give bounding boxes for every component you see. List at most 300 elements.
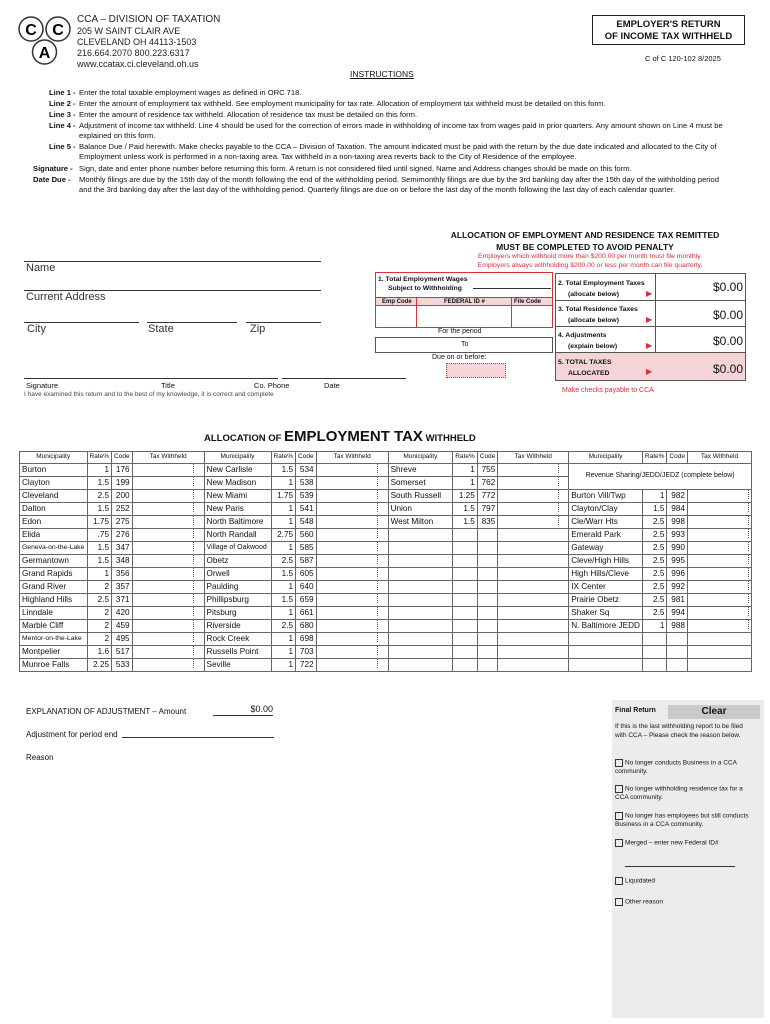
decimal-separator: [748, 516, 749, 525]
state-input[interactable]: [147, 308, 237, 322]
municipality-row: [20, 632, 752, 645]
municipality-row: [20, 593, 752, 606]
col-header-withheld: Tax Withheld: [316, 452, 388, 464]
municipality-code: 605: [296, 567, 317, 580]
tax-withheld-input[interactable]: [316, 606, 388, 619]
municipality-rate: 2.5: [271, 554, 296, 567]
tax-withheld-input[interactable]: [316, 593, 388, 606]
decimal-separator: [377, 568, 378, 577]
municipality-name: Gateway: [569, 541, 643, 554]
municipality-code: 981: [667, 593, 688, 606]
municipality-rate: 1.25: [453, 489, 478, 502]
municipality-rate: 2.25: [87, 658, 112, 671]
municipality-code: 587: [296, 554, 317, 567]
tax-withheld-input[interactable]: [316, 554, 388, 567]
municipality-rate: 1.75: [271, 489, 296, 502]
municipality-rate: 2.5: [642, 515, 667, 528]
attestation: I have examined this return and to the best of my knowledge, it is correct and complete: [24, 391, 274, 398]
final-return-panel: [612, 700, 764, 1018]
phones: 216.664.2070 800.223.6317: [77, 48, 190, 58]
municipality-rate: 1.5: [271, 593, 296, 606]
svg-text:C: C: [25, 22, 37, 39]
tax-withheld-input[interactable]: [132, 606, 204, 619]
municipality-code: 538: [296, 476, 317, 489]
municipality-rate: [453, 567, 478, 580]
final-option-6-label: Other reason: [625, 898, 663, 906]
tax-withheld-input[interactable]: [132, 593, 204, 606]
municipality-code: 988: [667, 619, 688, 632]
decimal-separator: [193, 646, 194, 655]
file-code-input[interactable]: [514, 308, 550, 325]
final-option-5[interactable]: [615, 877, 750, 886]
municipality-name: Riverside: [204, 619, 271, 632]
col-header-code: Code: [667, 452, 688, 464]
alloc-title-big: EMPLOYMENT TAX: [284, 428, 423, 445]
ins-label-5: Line 5 -: [49, 142, 76, 151]
municipality-name: [388, 645, 453, 658]
form-title: [592, 15, 745, 45]
decimal-separator: [377, 477, 378, 486]
municipality-rate: 1.5: [453, 515, 478, 528]
final-option-2-label: No longer withholding residence tax for a CCA community.: [615, 785, 743, 802]
tax-withheld-input[interactable]: [687, 567, 751, 580]
clear-button[interactable]: Clear: [668, 705, 760, 719]
cca-logo: [17, 11, 73, 69]
municipality-rate: 1: [87, 567, 112, 580]
municipality-code: 998: [667, 515, 688, 528]
decimal-separator: [377, 542, 378, 551]
checkbox-no-employees[interactable]: [615, 812, 623, 820]
decimal-separator: [377, 581, 378, 590]
municipality-name: Russells Point: [204, 645, 271, 658]
name-input[interactable]: [75, 262, 321, 276]
svg-text:C: C: [52, 22, 64, 39]
municipality-table: [19, 451, 752, 672]
tax-withheld-input[interactable]: [498, 515, 569, 528]
municipality-code: 661: [296, 606, 317, 619]
tax-withheld-input[interactable]: [687, 515, 751, 528]
municipality-code: [477, 528, 498, 541]
for-period-label: For the period: [438, 328, 482, 335]
municipality-code: [477, 606, 498, 619]
municipality-code: 560: [296, 528, 317, 541]
tax-withheld-input[interactable]: [316, 489, 388, 502]
municipality-code: 541: [296, 502, 317, 515]
filing-note-1: Employers which withhold more than $200.00 per month must file monthly.: [478, 253, 702, 260]
decimal-separator: [558, 477, 559, 486]
municipality-code: 347: [112, 541, 133, 554]
municipality-rate: [642, 645, 667, 658]
totals-box: [555, 273, 746, 381]
municipality-rate: 1.5: [642, 502, 667, 515]
decimal-separator: [558, 503, 559, 512]
period-end-input[interactable]: [486, 338, 552, 352]
line4: [558, 330, 617, 352]
line1-label-2: Subject to Withholding: [388, 285, 462, 292]
line2-arrow-icon: ▶: [646, 289, 653, 298]
website: www.ccatax.ci.cleveland.oh.us: [77, 59, 199, 69]
tax-withheld-input: [498, 632, 569, 645]
tax-withheld-input[interactable]: [132, 528, 204, 541]
tax-withheld-input[interactable]: [132, 463, 204, 476]
tax-withheld-input[interactable]: [316, 515, 388, 528]
zip-input[interactable]: [246, 308, 321, 322]
ins-text-7: Monthly filings are due by the 15th day of the month following the end of the withholding period. Semimonthly filings are due by the 3rd banking day after the 15th day of the withholding period and the 3rd banking day after the last day of the withholding period. Quarterly filings are due on or before the last day of the month following the last day of each calendar quarter.: [79, 175, 719, 195]
tax-withheld-input[interactable]: [687, 489, 751, 502]
decimal-separator: [193, 633, 194, 642]
municipality-rate: 1: [271, 541, 296, 554]
line4-value[interactable]: $0.00: [712, 334, 743, 348]
tax-withheld-input[interactable]: [132, 502, 204, 515]
decimal-separator: [377, 620, 378, 629]
municipality-rate: 2: [87, 580, 112, 593]
checkbox-other-reason[interactable]: [615, 898, 623, 906]
municipality-rate: 1: [453, 476, 478, 489]
tax-withheld-input[interactable]: [132, 645, 204, 658]
decimal-separator: [748, 542, 749, 551]
municipality-rate: [453, 632, 478, 645]
municipality-code: 176: [112, 463, 133, 476]
col-header-code: Code: [477, 452, 498, 464]
line1-label: [378, 275, 468, 293]
line3-value[interactable]: $0.00: [712, 308, 743, 322]
decimal-separator: [193, 516, 194, 525]
tax-withheld-input[interactable]: [132, 658, 204, 671]
tax-withheld-input[interactable]: [316, 632, 388, 645]
municipality-name: Pitsburg: [204, 606, 271, 619]
line5-sub: ALLOCATED: [568, 370, 610, 377]
decimal-separator: [748, 594, 749, 603]
municipality-rate: 2.5: [642, 541, 667, 554]
municipality-header-row: [20, 452, 752, 464]
reason-textarea[interactable]: [26, 765, 596, 1005]
municipality-code: [477, 554, 498, 567]
municipality-name: Union: [388, 502, 453, 515]
explanation-amount[interactable]: $0.00: [250, 704, 273, 714]
decimal-separator: [193, 594, 194, 603]
municipality-code: 680: [296, 619, 317, 632]
municipality-name: Munroe Falls: [20, 658, 88, 671]
municipality-row: [20, 463, 752, 476]
municipality-name: Marble Cliff: [20, 619, 88, 632]
form-title-line-2: OF INCOME TAX WITHHELD: [604, 31, 733, 42]
ins-label-2: Line 2 -: [49, 99, 76, 108]
tax-withheld-input[interactable]: [316, 658, 388, 671]
municipality-code: 835: [477, 515, 498, 528]
municipality-rate: [453, 541, 478, 554]
address-input[interactable]: [120, 291, 320, 305]
tax-withheld-input[interactable]: [687, 619, 751, 632]
municipality-name: New Miami: [204, 489, 271, 502]
final-option-3-label: No longer has employees but still conducts Business in a CCA community.: [615, 812, 749, 829]
municipality-code: 200: [112, 489, 133, 502]
municipality-code: [477, 645, 498, 658]
decimal-separator: [558, 490, 559, 499]
line1-underline: [473, 288, 551, 289]
municipality-name: IX Center: [569, 580, 643, 593]
municipality-rate: 1.6: [87, 645, 112, 658]
ins-label-4: Line 4 -: [49, 121, 76, 130]
municipality-code: 276: [112, 528, 133, 541]
municipality-code: 495: [112, 632, 133, 645]
ins-text-6: Sign, date and enter phone number before returning this form. A return is not considered filed until signed. Name and Address changes should be made on this form.: [79, 164, 632, 173]
municipality-rate: 2.5: [642, 606, 667, 619]
tax-withheld-input[interactable]: [498, 463, 569, 476]
final-option-4[interactable]: [615, 839, 750, 848]
decimal-separator: [193, 607, 194, 616]
decimal-separator: [377, 594, 378, 603]
municipality-code: 982: [667, 489, 688, 502]
municipality-code: [477, 580, 498, 593]
municipality-code: [477, 632, 498, 645]
alloc-title-post: WITHHELD: [422, 433, 476, 444]
decimal-separator: [748, 490, 749, 499]
municipality-name: [388, 658, 453, 671]
tax-withheld-input[interactable]: [132, 476, 204, 489]
municipality-name: New Paris: [204, 502, 271, 515]
tax-withheld-input[interactable]: [316, 619, 388, 632]
decimal-separator: [558, 516, 559, 525]
decimal-separator: [193, 503, 194, 512]
city-label: City: [27, 323, 46, 335]
municipality-name: [388, 619, 453, 632]
decimal-separator: [748, 581, 749, 590]
decimal-separator: [748, 620, 749, 629]
decimal-separator: [377, 555, 378, 564]
tax-withheld-input[interactable]: [316, 476, 388, 489]
period-box: [375, 337, 553, 353]
tax-withheld-input: [687, 632, 751, 645]
line2-sub: (allocate below): [568, 291, 619, 298]
municipality-name: [388, 567, 453, 580]
municipality-code: 698: [296, 632, 317, 645]
municipality-name: Shreve: [388, 463, 453, 476]
municipality-rate: 2.5: [642, 528, 667, 541]
municipality-row: [20, 515, 752, 528]
tax-withheld-input[interactable]: [687, 606, 751, 619]
explanation-label: EXPLANATION OF ADJUSTMENT – Amount: [26, 707, 187, 716]
line5-value: $0.00: [712, 362, 743, 376]
tax-withheld-input[interactable]: [132, 580, 204, 593]
col-header-municipality: Municipality: [388, 452, 453, 464]
phone-label: Co. Phone: [254, 381, 290, 390]
col-header-rate: Rate%: [87, 452, 112, 464]
decimal-separator: [193, 529, 194, 538]
municipality-name: Seville: [204, 658, 271, 671]
tax-withheld-input[interactable]: [316, 580, 388, 593]
municipality-name: [388, 606, 453, 619]
municipality-name: Highland Hills: [20, 593, 88, 606]
tax-withheld-input[interactable]: [687, 593, 751, 606]
municipality-name: North Randall: [204, 528, 271, 541]
municipality-name: Grand Rapids: [20, 567, 88, 580]
tax-withheld-input[interactable]: [132, 619, 204, 632]
municipality-row: [20, 658, 752, 671]
form-title-line-1: EMPLOYER'S RETURN: [616, 19, 721, 30]
municipality-name: South Russell: [388, 489, 453, 502]
line3-label: 3. Total Residence Taxes: [558, 306, 638, 313]
tax-withheld-input[interactable]: [687, 528, 751, 541]
tax-withheld-input[interactable]: [316, 645, 388, 658]
municipality-rate: 1: [453, 463, 478, 476]
emp-code-header: Emp Code: [382, 299, 412, 305]
filing-note-2: Employers always withholding $200.00 or less per month can file quarterly.: [477, 262, 703, 269]
municipality-rate: 1.5: [271, 567, 296, 580]
municipality-name: [388, 632, 453, 645]
municipality-rate: 2.5: [271, 619, 296, 632]
ins-label-7: Date Due -: [33, 175, 71, 184]
file-code-header: File Code: [514, 299, 542, 305]
decimal-separator: [193, 568, 194, 577]
final-option-2[interactable]: [615, 785, 750, 803]
col-header-rate: Rate%: [271, 452, 296, 464]
tax-withheld-input[interactable]: [687, 554, 751, 567]
decimal-separator: [193, 555, 194, 564]
final-option-4-label: Merged – enter new Federal ID#: [625, 839, 719, 847]
municipality-rate: 1: [271, 476, 296, 489]
municipality-name: Prairie Obetz: [569, 593, 643, 606]
municipality-rate: 2.5: [87, 593, 112, 606]
decimal-separator: [193, 477, 194, 486]
tax-withheld-input[interactable]: [498, 476, 569, 489]
tax-withheld-input[interactable]: [316, 541, 388, 554]
due-date-label: Due on or before:: [432, 354, 487, 361]
tax-withheld-input[interactable]: [498, 489, 569, 502]
final-option-1[interactable]: [615, 759, 750, 777]
tax-withheld-input[interactable]: [132, 632, 204, 645]
municipality-row: [20, 502, 752, 515]
checkbox-no-business[interactable]: [615, 759, 623, 767]
period-start-input[interactable]: [376, 338, 436, 352]
checkbox-liquidated[interactable]: [615, 877, 623, 885]
municipality-name: Geneva-on-the-Lake: [20, 541, 88, 554]
municipality-rate: 2.5: [642, 554, 667, 567]
tax-withheld-input[interactable]: [687, 541, 751, 554]
tax-withheld-input[interactable]: [316, 528, 388, 541]
municipality-code: [477, 619, 498, 632]
municipality-row: [20, 567, 752, 580]
municipality-row: [20, 606, 752, 619]
checkbox-merged[interactable]: [615, 839, 623, 847]
name-label: Name: [26, 262, 56, 274]
municipality-code: 420: [112, 606, 133, 619]
municipality-name: Mentor-on-the-Lake: [20, 632, 88, 645]
tax-withheld-input: [498, 541, 569, 554]
explanation-amount-underline: [213, 715, 273, 716]
tax-withheld-input[interactable]: [316, 567, 388, 580]
decimal-separator: [377, 633, 378, 642]
final-option-3[interactable]: [615, 812, 750, 830]
municipality-name: [569, 645, 643, 658]
final-option-5-label: Liquidated: [625, 877, 655, 885]
municipality-code: 517: [112, 645, 133, 658]
col-header-code: Code: [296, 452, 317, 464]
municipality-rate: [453, 606, 478, 619]
tax-withheld-input[interactable]: [132, 489, 204, 502]
municipality-code: 356: [112, 567, 133, 580]
decimal-separator: [377, 659, 378, 668]
line1-divider-2: [511, 297, 512, 327]
city-input[interactable]: [24, 308, 139, 322]
municipality-rate: 1.5: [87, 502, 112, 515]
tax-withheld-input: [498, 658, 569, 671]
municipality-rate: 1.5: [271, 463, 296, 476]
decimal-separator: [377, 607, 378, 616]
adjustment-period-input[interactable]: [122, 737, 274, 738]
col-header-withheld: Tax Withheld: [498, 452, 569, 464]
municipality-name: [388, 593, 453, 606]
tax-withheld-input[interactable]: [316, 463, 388, 476]
municipality-name: Paulding: [204, 580, 271, 593]
municipality-rate: 2.75: [271, 528, 296, 541]
tax-withheld-input[interactable]: [687, 502, 751, 515]
tax-withheld-input[interactable]: [132, 567, 204, 580]
tax-withheld-input[interactable]: [498, 502, 569, 515]
emp-code-input[interactable]: [378, 308, 414, 325]
decimal-separator: [558, 464, 559, 473]
federal-id-input[interactable]: [419, 308, 509, 325]
municipality-name: Linndale: [20, 606, 88, 619]
municipality-rate: 1.5: [453, 502, 478, 515]
col-header-withheld: Tax Withheld: [687, 452, 751, 464]
line1-divider-1: [416, 297, 417, 327]
allocation-remitted-heading: [420, 229, 750, 253]
line1-box: [375, 272, 553, 328]
municipality-code: 371: [112, 593, 133, 606]
tax-withheld-input[interactable]: [316, 502, 388, 515]
due-date-field[interactable]: [446, 363, 506, 378]
final-option-6[interactable]: [615, 898, 750, 907]
tax-withheld-input[interactable]: [132, 554, 204, 567]
municipality-rate: 2.5: [642, 580, 667, 593]
tax-withheld-input[interactable]: [132, 541, 204, 554]
municipality-rate: 2.5: [642, 593, 667, 606]
municipality-code: 995: [667, 554, 688, 567]
decimal-separator: [193, 659, 194, 668]
municipality-rate: [453, 580, 478, 593]
municipality-name: Edon: [20, 515, 88, 528]
municipality-row: [20, 619, 752, 632]
col-header-rate: Rate%: [642, 452, 667, 464]
checkbox-no-residence-tax[interactable]: [615, 785, 623, 793]
municipality-rate: [453, 619, 478, 632]
line3-sub: (allocate below): [568, 317, 619, 324]
municipality-code: 585: [296, 541, 317, 554]
municipality-row: [20, 580, 752, 593]
municipality-code: 797: [477, 502, 498, 515]
instructions: [0, 88, 770, 213]
tax-withheld-input: [498, 528, 569, 541]
municipality-code: 539: [296, 489, 317, 502]
col-header-rate: Rate%: [453, 452, 478, 464]
municipality-rate: 2.5: [642, 567, 667, 580]
municipality-name: High Hills/Cleve: [569, 567, 643, 580]
municipality-name: Dalton: [20, 502, 88, 515]
alloc-title-pre: ALLOCATION OF: [204, 433, 285, 444]
municipality-name: [388, 580, 453, 593]
decimal-separator: [377, 529, 378, 538]
tax-withheld-input[interactable]: [132, 515, 204, 528]
allocation-employment-title: [204, 428, 476, 445]
line2-value[interactable]: $0.00: [712, 280, 743, 294]
new-federal-id-input[interactable]: [625, 866, 735, 867]
municipality-name: Burton Vill/Twp: [569, 489, 643, 502]
tax-withheld-input: [498, 606, 569, 619]
municipality-name: N. Baltimore JEDD: [569, 619, 643, 632]
tax-withheld-input[interactable]: [687, 580, 751, 593]
decimal-separator: [193, 464, 194, 473]
instructions-heading: INSTRUCTIONS: [350, 69, 414, 79]
